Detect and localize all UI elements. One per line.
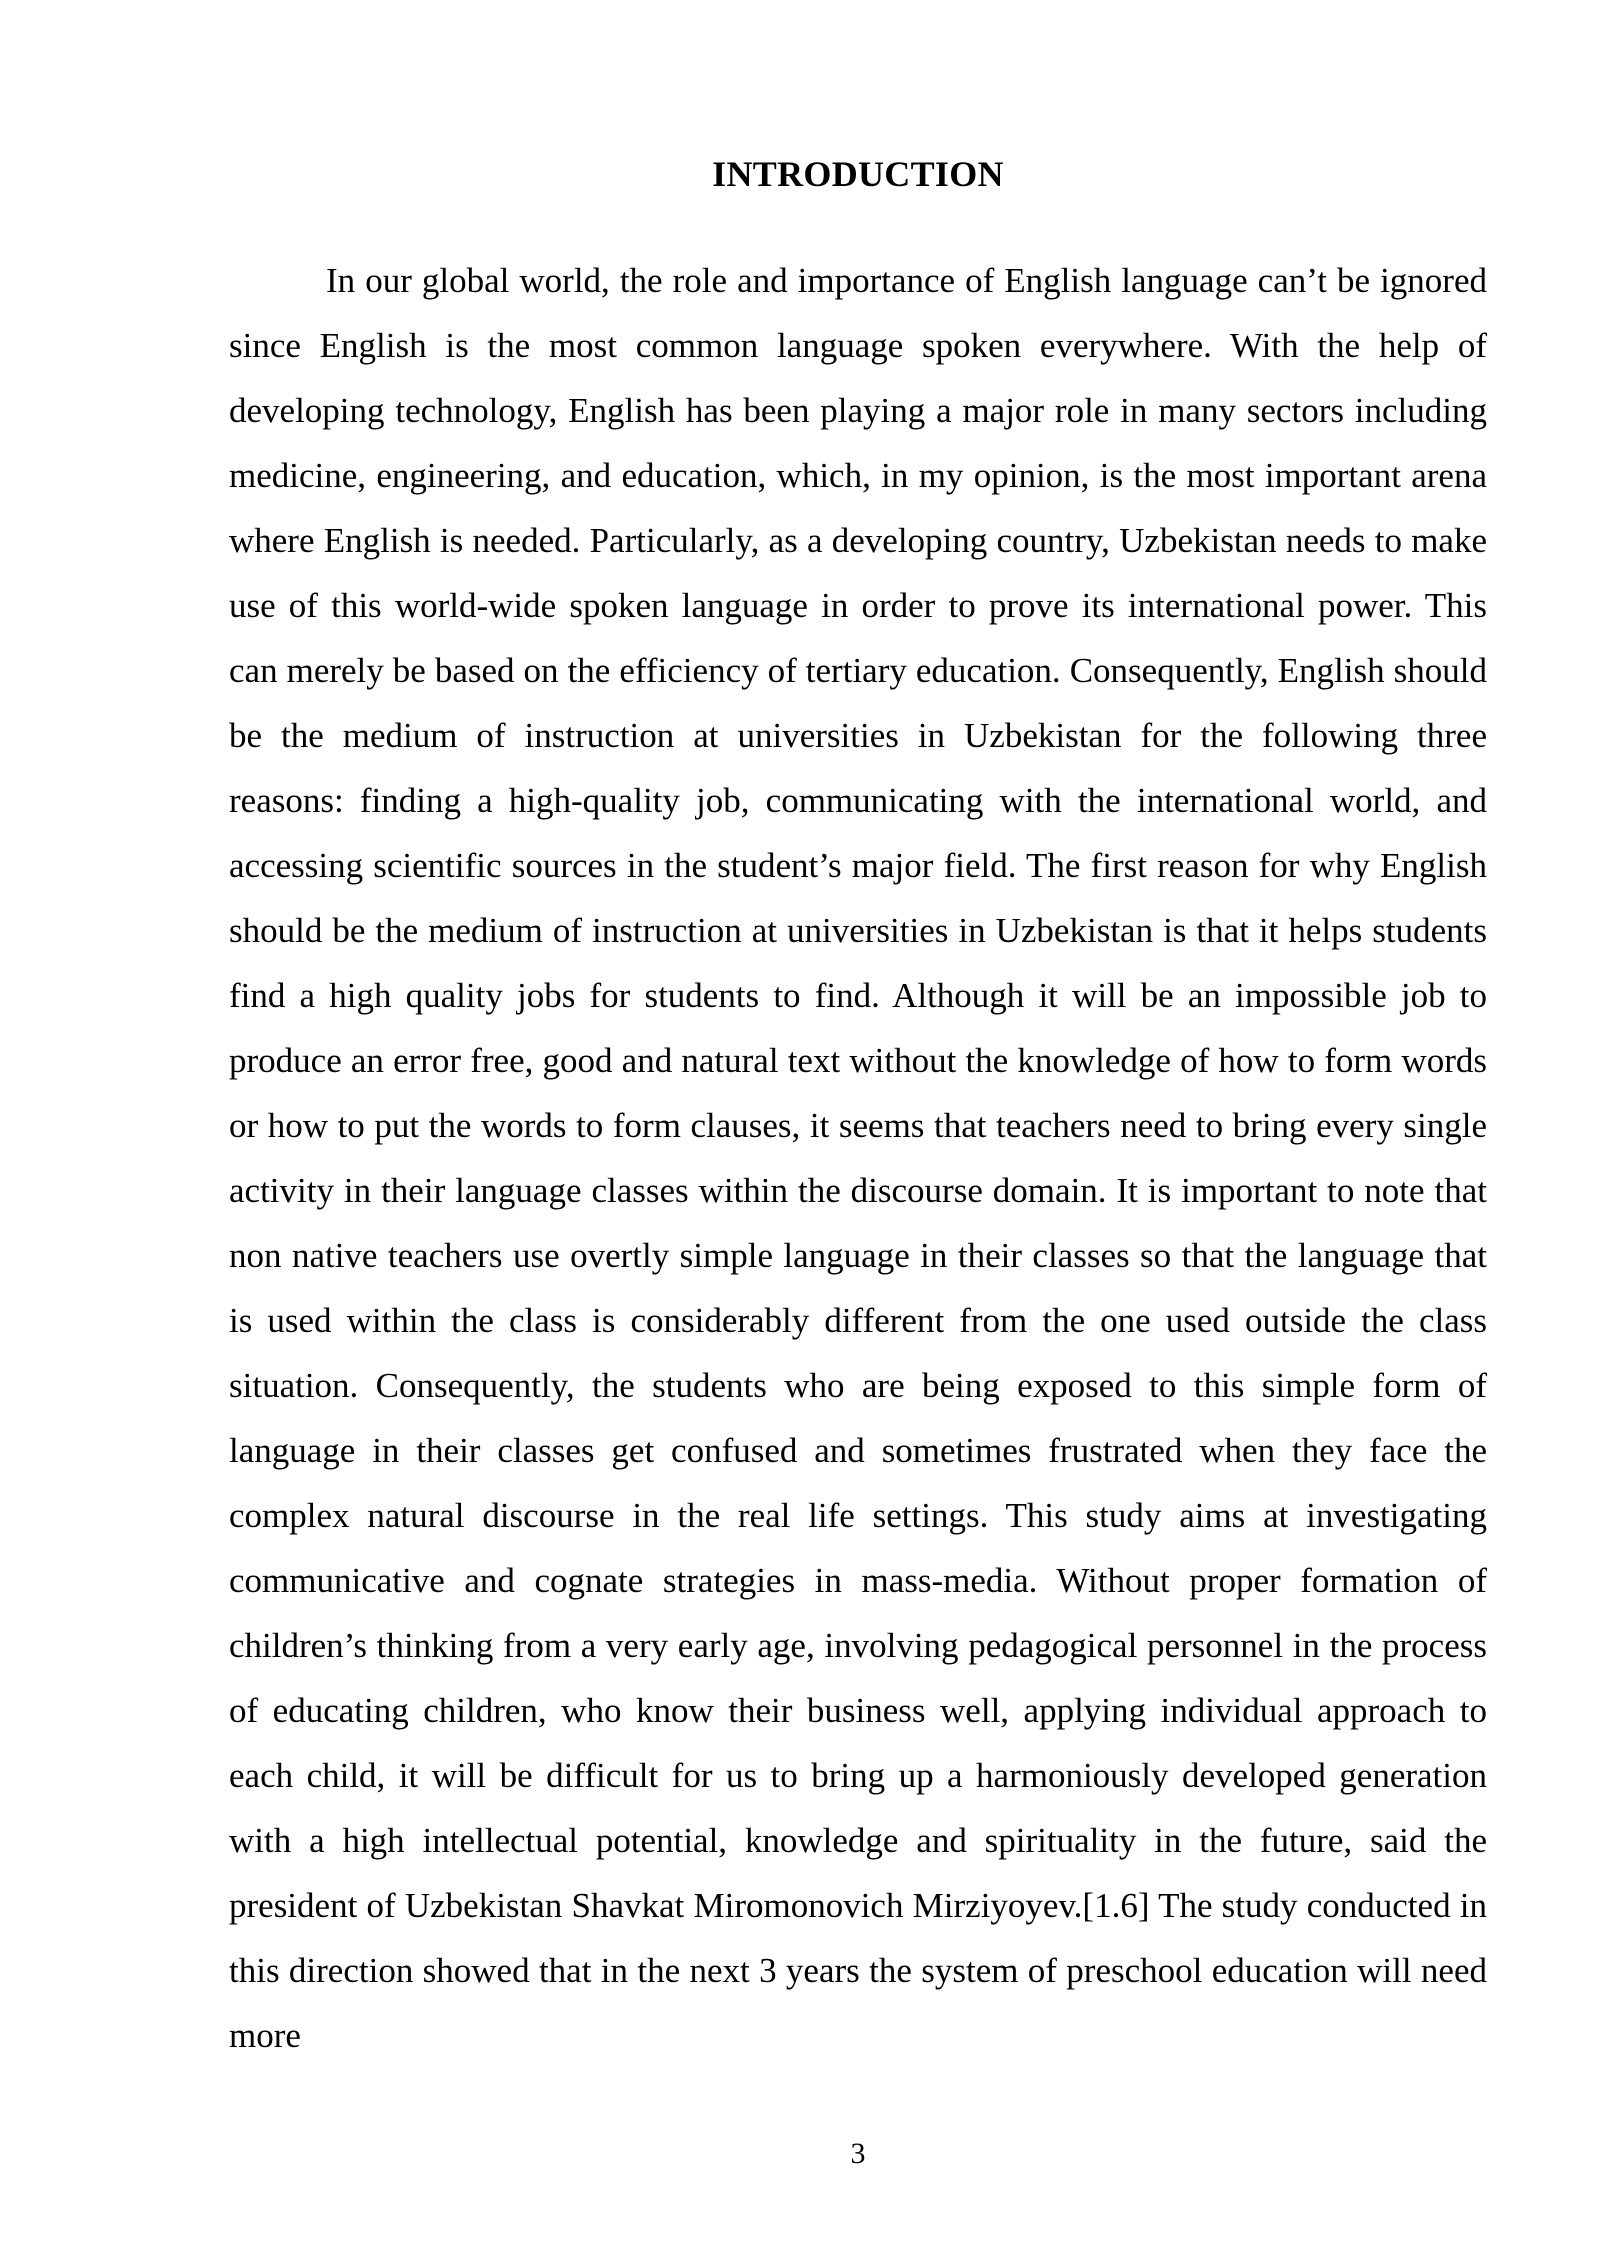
body-paragraph: In our global world, the role and importance of English language can’t be ignored since English is the most common language spoken everywhere. With the help of developing technology, English has been playing a major role in many sectors including medicine, engineering, and education, which, in my opinion, is the most important arena where English is needed. Particularly, as a developing country, Uzbekistan needs to make use of this world-wide spoken language in order to prove its international power. This can merely be based on the efficiency of tertiary education. Consequently, English should be the medium of instruction at universities in Uzbekistan for the following three reasons: finding a high-quality job, communicating with the international world, and accessing scientific sources in the student’s major field. The first reason for why English should be the medium of instruction at universities in Uzbekistan is that it helps students find a high quality jobs for students to find. Although it will be an impossible job to produce an error free, good and natural text without the knowledge of how to form words or how to put the words to form clauses, it seems that teachers need to bring every single activity in their language classes within the discourse domain. It is important to note that non native teachers use overtly simple language in their classes so that the language that is used within the class is considerably different from the one used outside the class situation. Consequently, the students who are being exposed to this simple form of language in their classes get confused and sometimes frustrated when they face the complex natural discourse in the real life settings. This study aims at investigating communicative and cognate strategies in mass-media. Without proper formation of children’s thinking from a very early age, involving pedagogical personnel in the process of educating children, who know their business well, applying individual approach to each child, it will be difficult for us to bring up a harmoniously developed generation with a high intellectual potential, knowledge and spirituality in the future, said the president of Uzbekistan Shavkat Miromonovich Mirziyoyev.[1.6] The study conducted in this direction showed that in the next 3 years the system of preschool education will need more [229,261,1487,2055]
section-heading: INTRODUCTION [712,154,1004,194]
page-number: 3 [850,2137,866,2170]
